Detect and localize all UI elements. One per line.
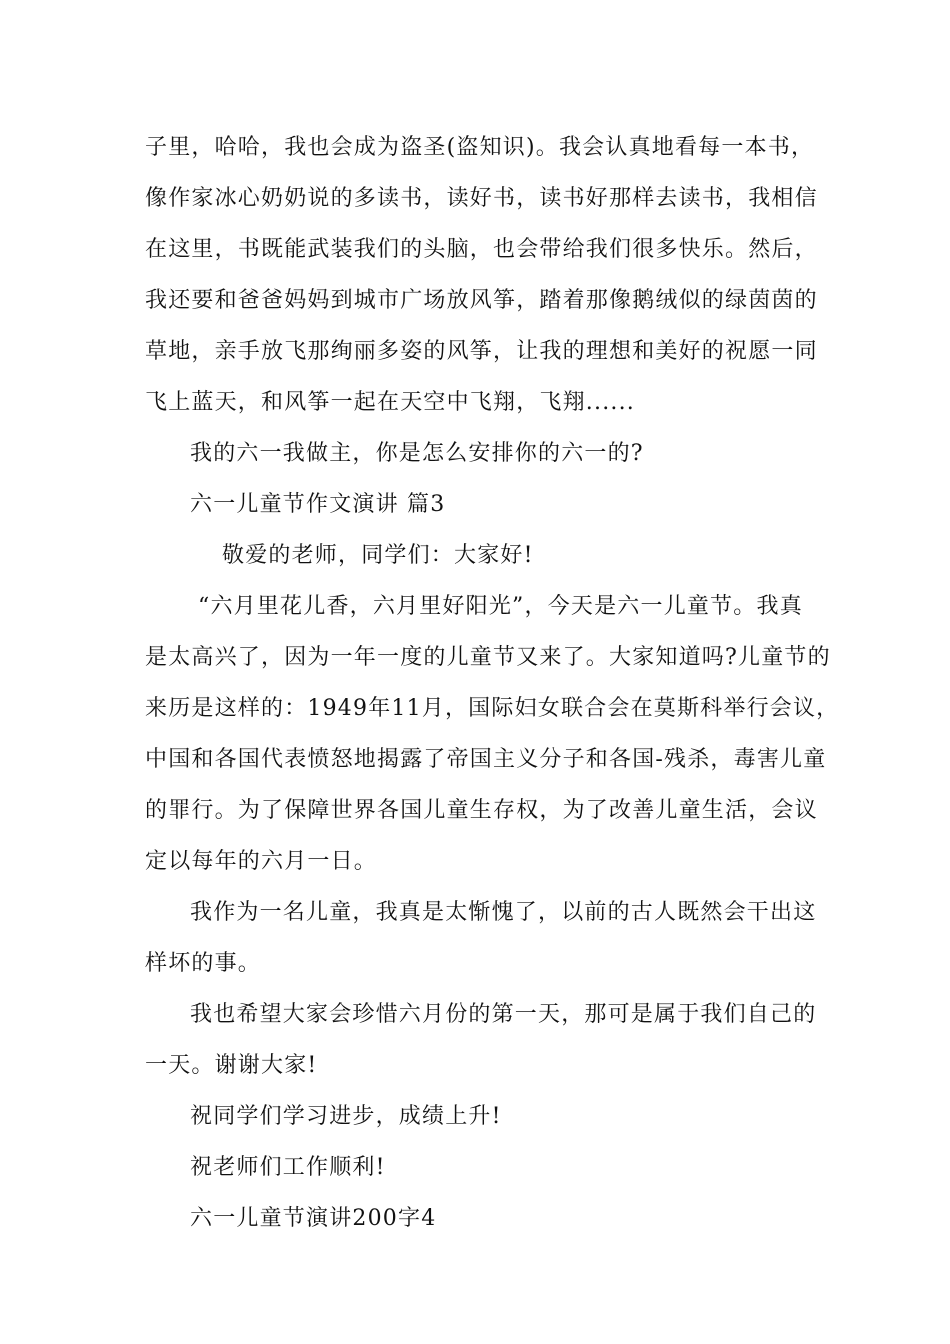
section-heading: 六一儿童节演讲200字4 bbox=[190, 1206, 437, 1231]
paragraph-line: 的罪行。为了保障世界各国儿童生存权，为了改善儿童生活，会议 bbox=[145, 798, 818, 823]
paragraph-line: 飞上蓝天，和风筝一起在天空中飞翔，飞翔...... bbox=[145, 390, 635, 415]
greeting-line: 敬爱的老师，同学们：大家好! bbox=[222, 543, 534, 568]
paragraph-line: “六月里花儿香，六月里好阳光”，今天是六一儿童节。我真 bbox=[198, 594, 803, 619]
paragraph-line: 一天。谢谢大家! bbox=[145, 1053, 318, 1078]
paragraph-line: 定以每年的六月一日。 bbox=[145, 849, 378, 874]
paragraph-line: 像作家冰心奶奶说的多读书，读好书，读书好那样去读书，我相信 bbox=[145, 186, 818, 211]
paragraph-line: 子里，哈哈，我也会成为盗圣(盗知识)。我会认真地看每一本书， bbox=[145, 135, 815, 160]
paragraph-line: 中国和各国代表愤怒地揭露了帝国主义分子和各国-残杀，毒害儿童 bbox=[145, 747, 827, 772]
paragraph-line: 来历是这样的：1949年11月，国际妇女联合会在莫斯科举行会议， bbox=[145, 696, 840, 721]
paragraph-line: 我也希望大家会珍惜六月份的第一天，那可是属于我们自己的 bbox=[190, 1002, 817, 1027]
section-heading: 六一儿童节作文演讲 篇3 bbox=[190, 492, 446, 517]
paragraph-line: 我还要和爸爸妈妈到城市广场放风筝，踏着那像鹅绒似的绿茵茵的 bbox=[145, 288, 818, 313]
paragraph-line: 草地，亲手放飞那绚丽多姿的风筝，让我的理想和美好的祝愿一同 bbox=[145, 339, 818, 364]
paragraph-line: 我作为一名儿童，我真是太惭愧了，以前的古人既然会干出这 bbox=[190, 900, 817, 925]
paragraph-line: 在这里，书既能武装我们的头脑，也会带给我们很多快乐。然后， bbox=[145, 237, 818, 262]
paragraph-line: 我的六一我做主，你是怎么安排你的六一的? bbox=[190, 441, 644, 466]
paragraph-line: 祝同学们学习进步，成绩上升! bbox=[190, 1104, 502, 1129]
paragraph-line: 是太高兴了，因为一年一度的儿童节又来了。大家知道吗?儿童节的 bbox=[145, 645, 831, 670]
paragraph-line: 祝老师们工作顺利! bbox=[190, 1155, 386, 1180]
paragraph-line: 样坏的事。 bbox=[145, 951, 262, 976]
